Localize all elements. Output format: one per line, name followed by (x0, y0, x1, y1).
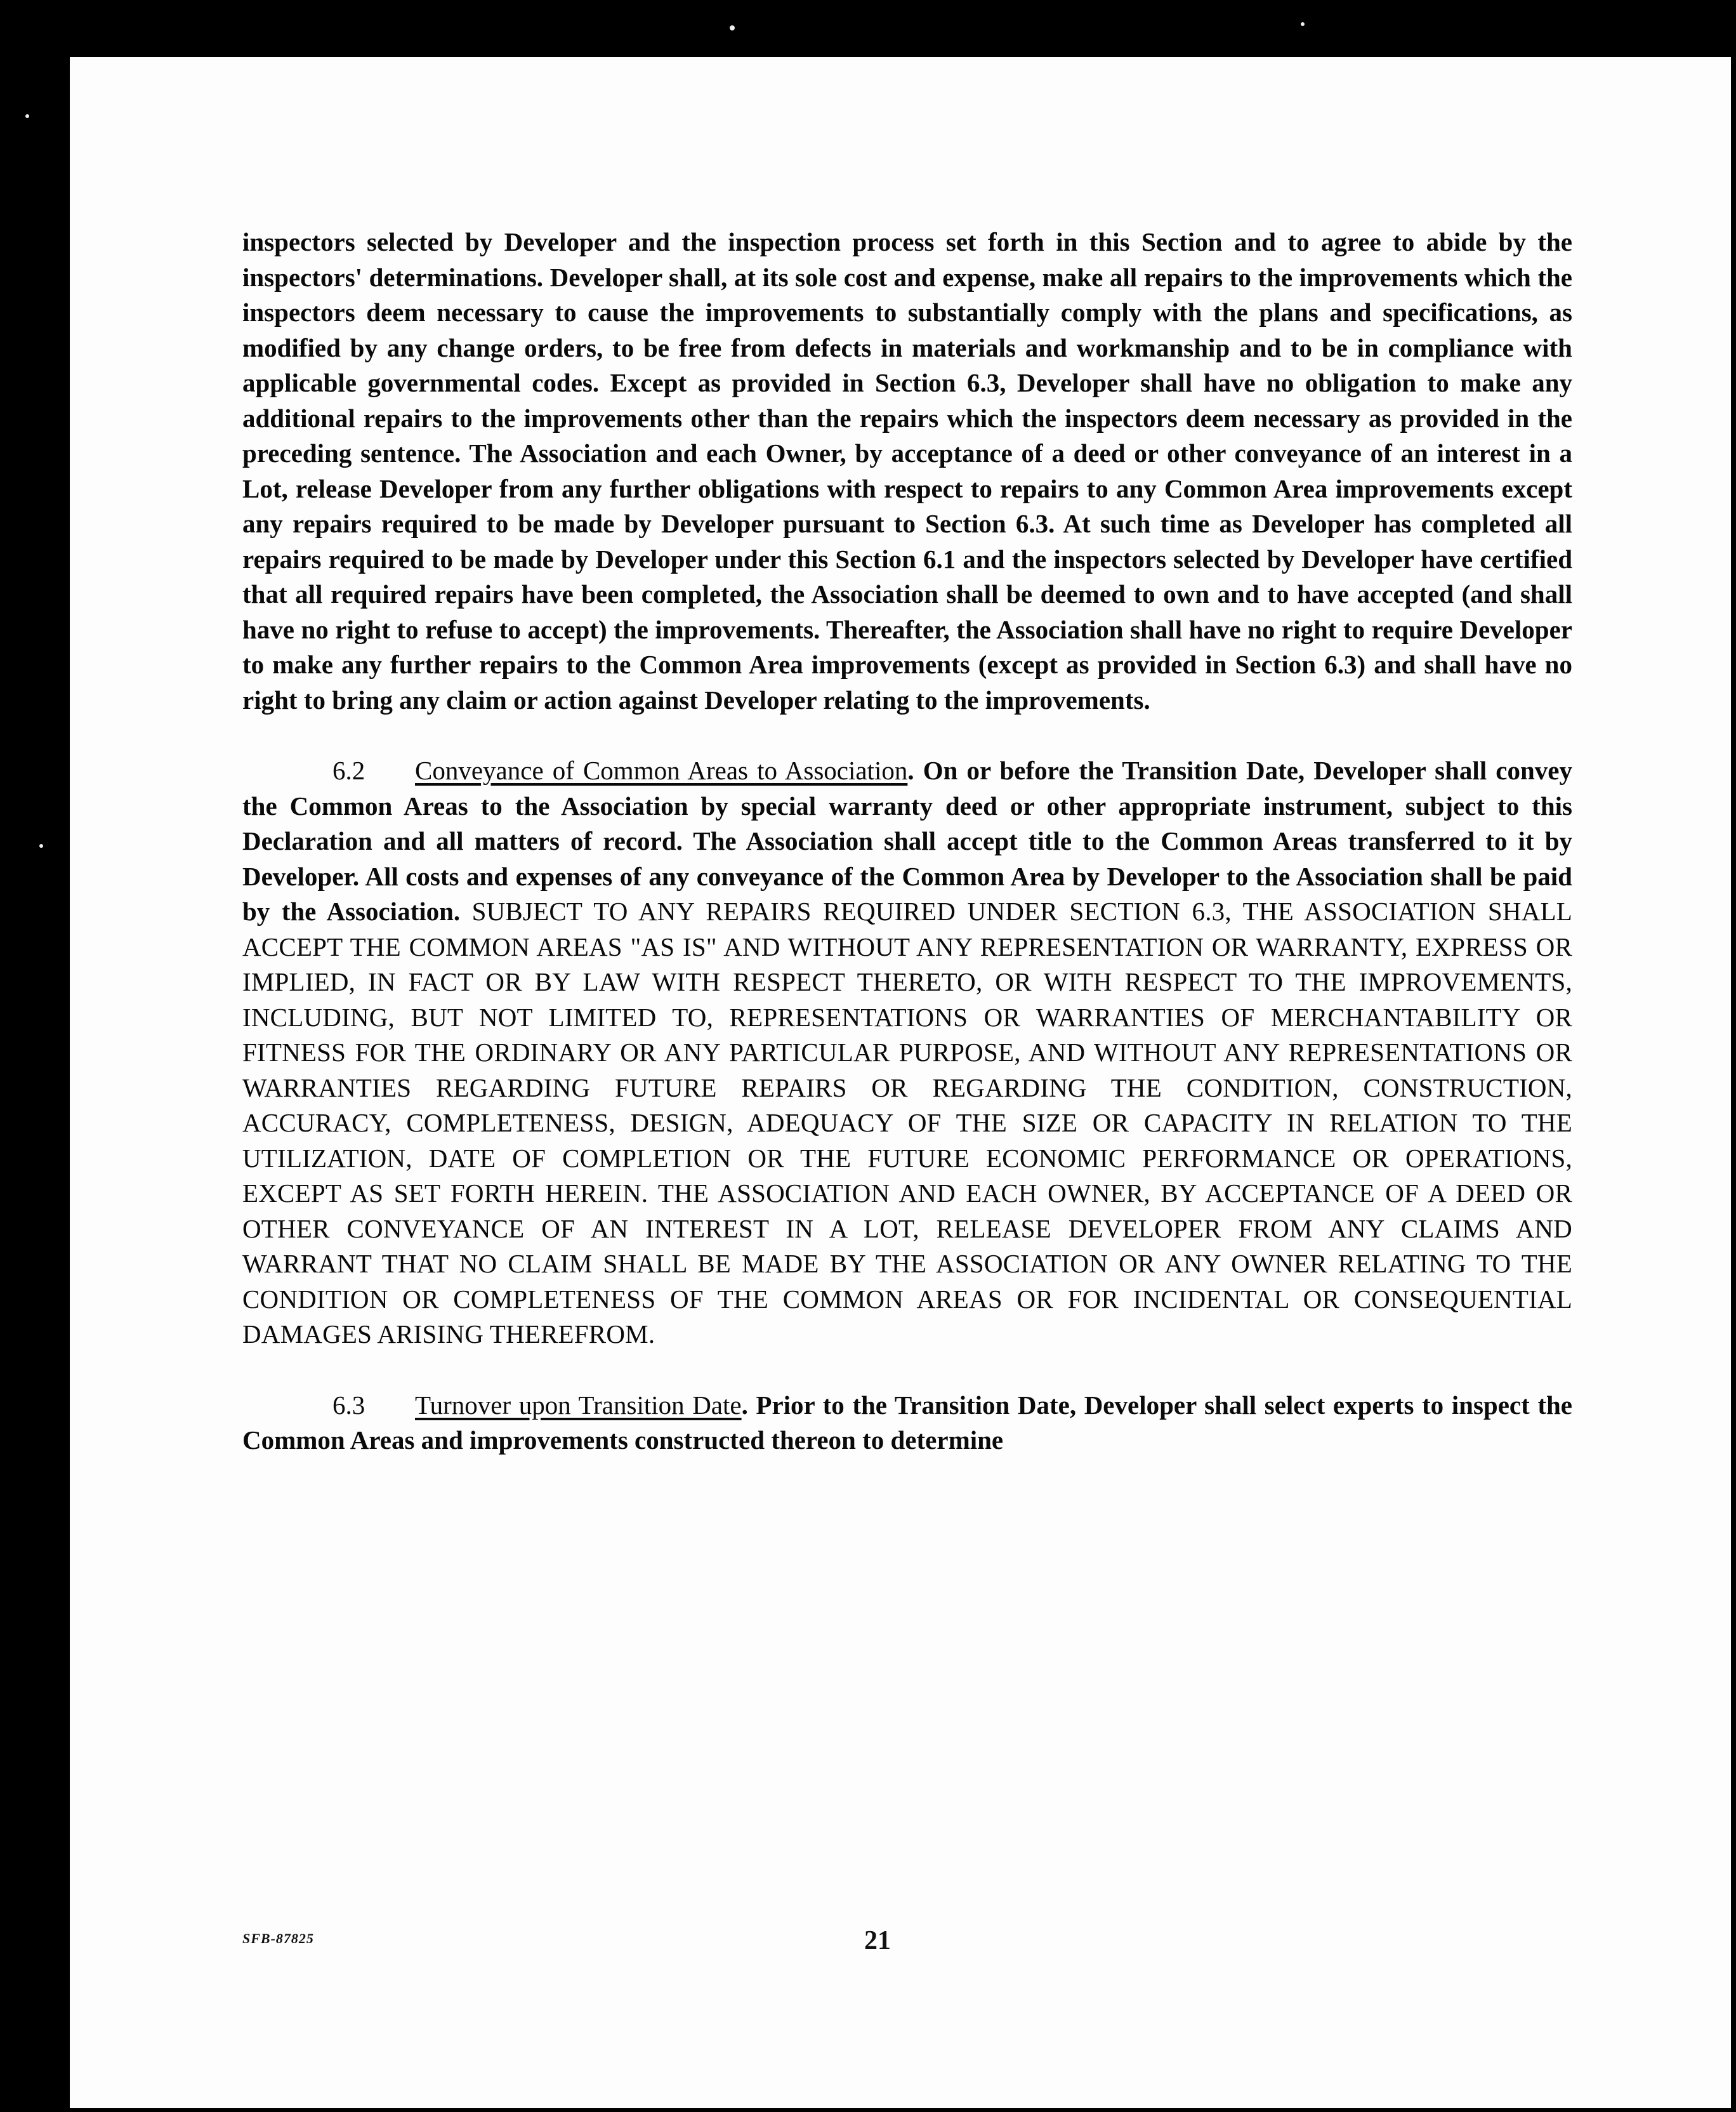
document-code: SFB-87825 (242, 1930, 314, 1946)
section-6-3 (242, 1388, 1572, 1458)
scan-speck (39, 844, 43, 848)
scan-speck (25, 114, 29, 118)
section-title: Turnover upon Transition Date (415, 1390, 742, 1420)
scan-speck (730, 25, 735, 30)
section-number: 6.2 (332, 756, 365, 785)
section-body: . On or before the Transition Date, Developer shall convey the Common Areas to the Association by special warranty deed or other appropriate instrument, subject to this Declaration and all matters of record. The Association shall accept title to the Common Areas transferred to it by Developer. All costs and expenses of any conveyance of the Common Area by Developer to the Association shall be paid by the Association. (242, 756, 1572, 926)
section-6-2 (242, 753, 1572, 1352)
paragraph-spacer (242, 718, 1572, 753)
paragraph-6-1-continued: inspectors selected by Developer and the inspection process set forth in this Section and to agree to abide by the inspectors' determinations. Developer shall, at its sole cost and expense, make all repairs to the improvements which the inspectors deem necessary to cause the improvements to substantially comply with the plans and specifications, as modified by any change orders, to be free from defects in materials and workmanship and to be in compliance with applicable governmental codes. Except as provided in Section 6.3, Developer shall have no obligation to make any additional repairs to the improvements other than the repairs which the inspectors deem necessary as provided in the preceding sentence. The Association and each Owner, by acceptance of a deed or other conveyance of an interest in a Lot, release Developer from any further obligations with respect to repairs to any Common Area improvements except any repairs required to be made by Developer pursuant to Section 6.3. At such time as Developer has completed all repairs required to be made by Developer under this Section 6.1 and the inspectors selected by Developer have certified that all required repairs have been completed, the Association shall be deemed to own and to have accepted (and shall have no right to refuse to accept) the improvements. Thereafter, the Association shall have no right to require Developer to make any further repairs to the Common Area improvements (except as provided in Section 6.3) and shall have no right to bring any claim or action against Developer relating to the improvements. (242, 227, 1572, 715)
document-body (242, 225, 1572, 1458)
section-title: Conveyance of Common Areas to Association (415, 756, 908, 785)
disclaimer-caps: SUBJECT TO ANY REPAIRS REQUIRED UNDER SECTION 6.3, THE ASSOCIATION SHALL ACCEPT THE COMMON AREAS "AS IS" AND WITHOUT ANY REPRESENTATION OR WARRANTY, EXPRESS OR IMPLIED, IN FACT OR BY LAW WITH RESPECT THERETO, OR WITH RESPECT TO THE IMPROVEMENTS, INCLUDING, BUT NOT LIMITED TO, REPRESENTATIONS OR WARRANTIES OF MERCHANTABILITY OR FITNESS FOR THE ORDINARY OR ANY PARTICULAR PURPOSE, AND WITHOUT ANY REPRESENTATIONS OR WARRANTIES REGARDING FUTURE REPAIRS OR REGARDING THE CONDITION, CONSTRUCTION, ACCURACY, COMPLETENESS, DESIGN, ADEQUACY OF THE SIZE OR CAPACITY IN RELATION TO THE UTILIZATION, DATE OF COMPLETION OR THE FUTURE ECONOMIC PERFORMANCE OR OPERATIONS, EXCEPT AS SET FORTH HEREIN. THE ASSOCIATION AND EACH OWNER, BY ACCEPTANCE OF A DEED OR OTHER CONVEYANCE OF AN INTEREST IN A LOT, RELEASE DEVELOPER FROM ANY CLAIMS AND WARRANT THAT NO CLAIM SHALL BE MADE BY THE ASSOCIATION OR ANY OWNER RELATING TO THE CONDITION OR COMPLETENESS OF THE COMMON AREAS OR FOR INCIDENTAL OR CONSEQUENTIAL DAMAGES ARISING THEREFROM. (242, 897, 1572, 1349)
scan-speck (1301, 22, 1305, 26)
section-number: 6.3 (332, 1390, 365, 1420)
section-body: . Prior to the Transition Date, Developer shall select experts to inspect the Common Areas and improvements constructed thereon to determine (242, 1390, 1572, 1455)
page-number: 21 (864, 1926, 891, 1955)
page-footer (242, 1925, 1572, 1964)
paragraph-spacer (242, 1352, 1572, 1388)
document-page (70, 57, 1731, 2108)
